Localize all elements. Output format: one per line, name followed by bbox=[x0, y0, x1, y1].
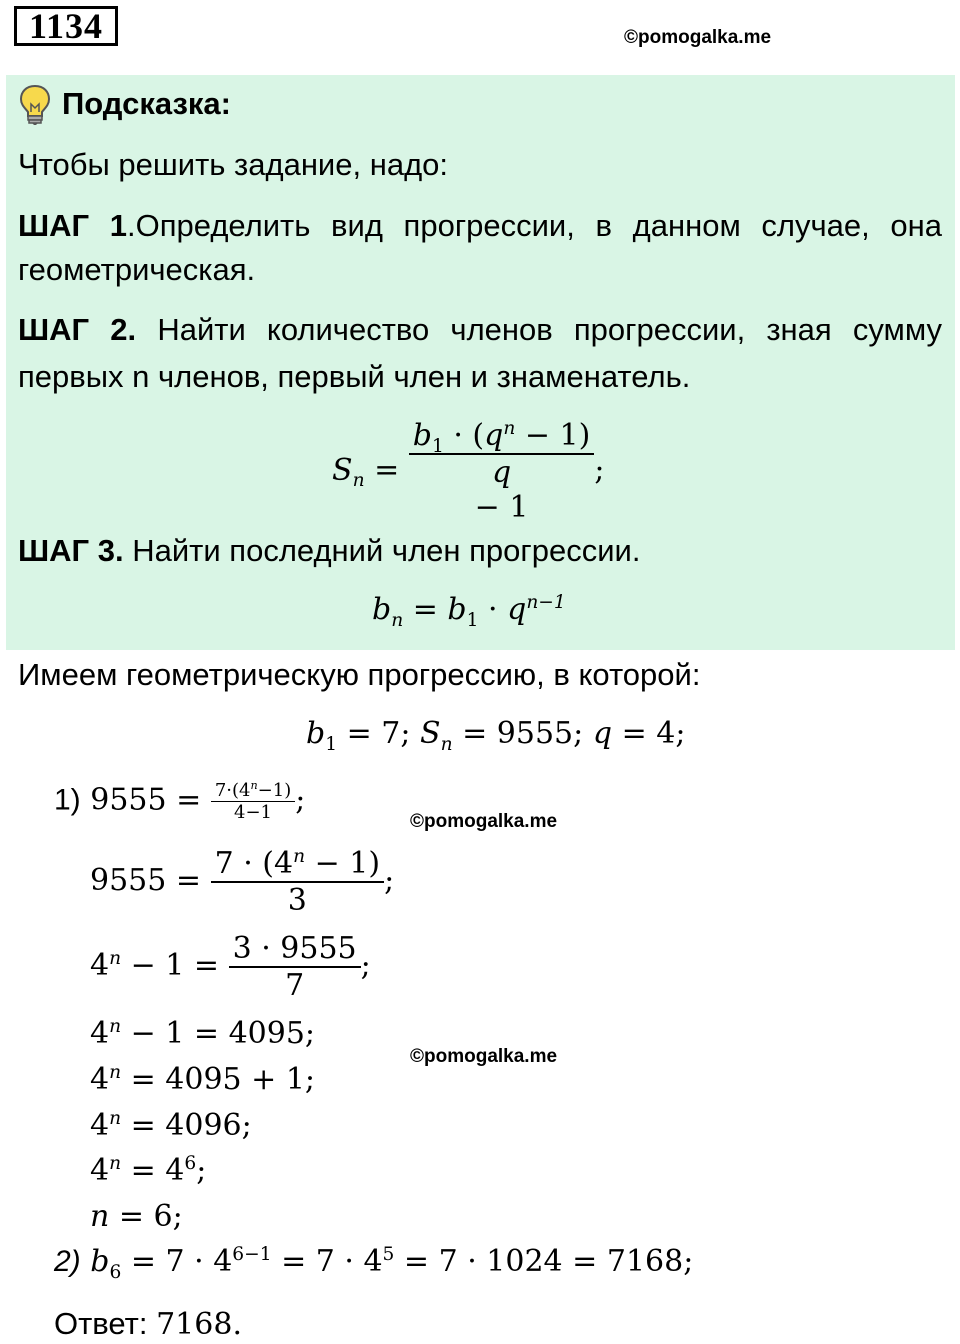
hint-step1-line2: геометрическая. bbox=[18, 252, 256, 287]
answer-label: Ответ: bbox=[54, 1306, 148, 1341]
given-b1: 7 bbox=[381, 716, 401, 751]
solution-line-3: $4^n - 1$ = $\frac{3 \cdot 9555}{7}$ ; bbox=[90, 931, 371, 1003]
step2-label: ШАГ 2. bbox=[18, 312, 137, 347]
given-values: $b_1 = 7$; $S_n = 9555$; q = 4; bbox=[306, 716, 686, 755]
step1-label: ШАГ 1 bbox=[18, 208, 128, 243]
hint-title: Подсказка: bbox=[62, 86, 231, 121]
solution-step1-label: 1) bbox=[54, 783, 81, 817]
solution-line-4: $4^n - 1 = 4095$; bbox=[90, 1015, 316, 1051]
step3-text: Найти последний член прогрессии. bbox=[132, 533, 641, 568]
result-n: 6 bbox=[153, 1199, 173, 1234]
solution-intro: Имеем геометрическую прогрессию, в которой: bbox=[18, 657, 701, 692]
given-ratio: 4 bbox=[656, 716, 676, 751]
solution-step2-label: 2) bbox=[54, 1245, 81, 1278]
solution-line-5: $4^n = 4095 + 1$; bbox=[90, 1061, 316, 1097]
hint-intro: Чтобы решить задание, надо: bbox=[18, 147, 449, 182]
watermark-3: ©pomogalka.me bbox=[410, 1046, 558, 1067]
hint-step2-line1 bbox=[18, 312, 942, 348]
given-sum: 9555 bbox=[496, 716, 574, 751]
step3-label: ШАГ 3. bbox=[18, 533, 124, 568]
solution-line-9: 2) $b_6 = 7 \cdot 4^{6-1} = 7 \cdot 4^5 = 7 \cdot 1024 = 7168$; bbox=[54, 1243, 694, 1283]
solution-line-2: 9555 = $\frac{7 \cdot (4^n - 1)}{3}$ ; bbox=[90, 845, 395, 918]
answer bbox=[54, 1306, 242, 1342]
sum-formula: $S_n$ = $b_1 \cdot (q^n - 1)$ q − 1; bbox=[332, 417, 605, 525]
task-number: 1134 bbox=[14, 6, 118, 46]
hint-step2-line2: первых n членов, первый член и знаменатель. bbox=[18, 359, 691, 394]
hint-step1-line1 bbox=[18, 208, 942, 244]
solution-line-8: n = 6; bbox=[90, 1199, 183, 1234]
solution-line-6: $4^n = 4096$; bbox=[90, 1107, 252, 1143]
solution-line-1: 1) 9555 = $\frac{7\cdot(4^n-1)}{4-1}$ ; bbox=[54, 779, 306, 823]
hint-step3 bbox=[18, 533, 640, 569]
answer-value: 7168. bbox=[156, 1307, 242, 1342]
step1-text: .Определить вид прогрессии, в данном случае, она bbox=[127, 208, 943, 243]
solution-line-7: $4^n = 4^6$; bbox=[90, 1152, 207, 1188]
step2-text: Найти количество членов прогрессии, зная сумму bbox=[157, 312, 942, 347]
watermark-2: ©pomogalka.me bbox=[410, 811, 558, 832]
watermark: ©pomogalka.me bbox=[624, 27, 772, 48]
lightbulb-icon bbox=[18, 84, 52, 126]
nth-term-formula: $b_n = b_1 \cdot q^{n-1}$ bbox=[372, 591, 566, 631]
